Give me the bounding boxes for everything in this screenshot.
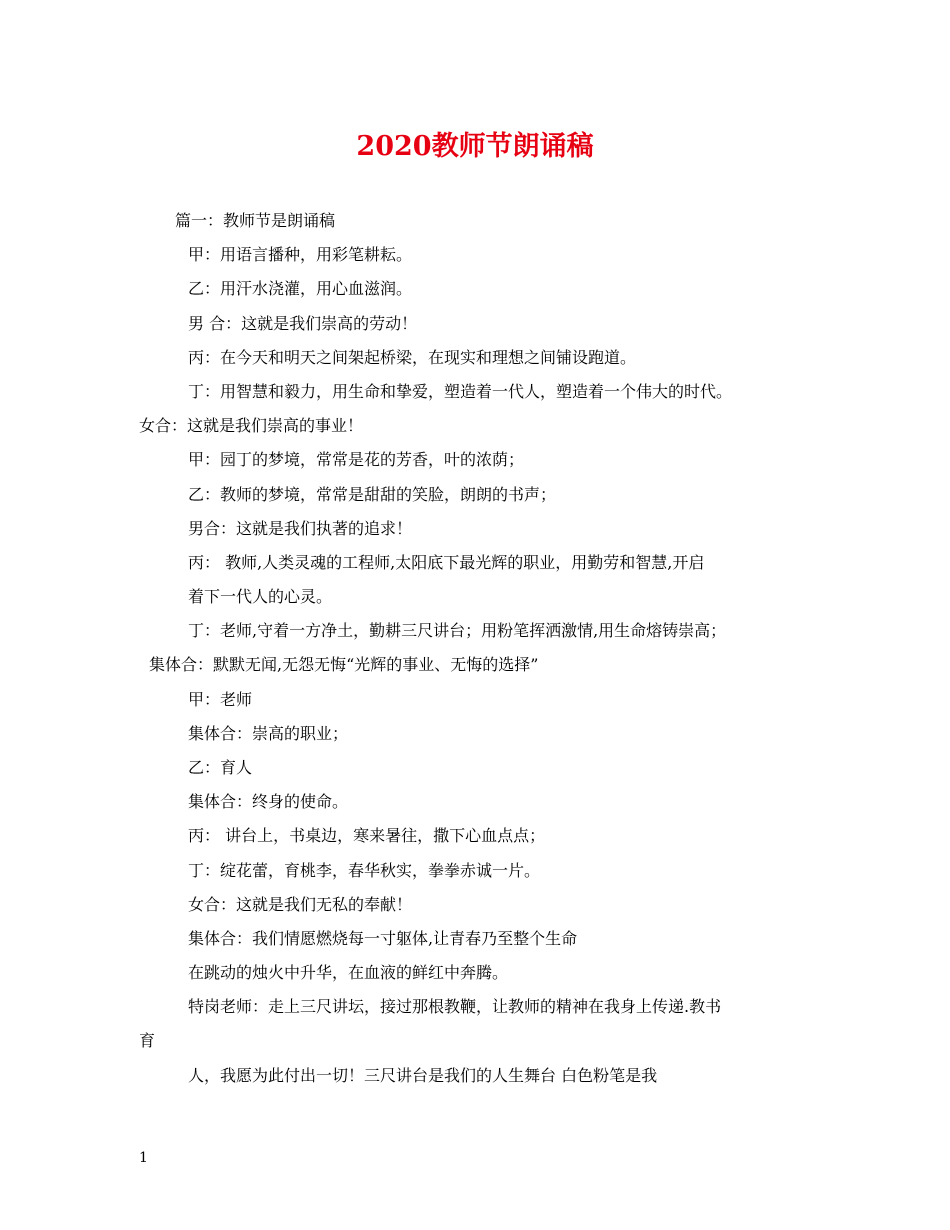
text-line: 乙：教师的梦境，常常是甜甜的笑脸，朗朗的书声； <box>188 485 557 504</box>
text-line: 集体合：终身的使命。 <box>188 792 349 811</box>
text-line: 丁：绽花蕾，育桃李，春华秋实，拳拳赤诚一片。 <box>188 861 541 880</box>
page-number: 1 <box>139 1150 148 1166</box>
text-line: 乙：育人 <box>188 758 253 777</box>
text-line: 乙：用汗水浇灌，用心血滋润。 <box>188 279 413 298</box>
text-line: 丁：老师,守着一方净土，勤耕三尺讲台；用粉笔挥洒激情,用生命熔铸崇高； <box>188 621 727 640</box>
text-line: 甲：用语言播种，用彩笔耕耘。 <box>188 245 413 264</box>
text-line: 丙： 讲台上，书桌边，寒来暑往，撒下心血点点； <box>188 826 546 845</box>
text-line: 男 合：这就是我们崇高的劳动！ <box>188 314 418 333</box>
text-line: 人，我愿为此付出一切！三尺讲台是我们的人生舞台 白色粉笔是我 <box>188 1066 658 1085</box>
text-line: 丙：在今天和明天之间架起桥梁，在现实和理想之间铺设跑道。 <box>188 348 637 367</box>
text-line: 集体合：崇高的职业； <box>188 724 349 743</box>
text-line: 篇一：教师节是朗诵稿 <box>175 211 336 230</box>
text-line: 丙： 教师,人类灵魂的工程师,太阳底下最光辉的职业，用勤劳和智慧,开启 <box>188 553 705 572</box>
text-line: 甲：老师 <box>188 690 253 709</box>
text-line: 女合：这就是我们无私的奉献！ <box>188 895 413 914</box>
document-title: 2020教师节朗诵稿 <box>356 131 594 162</box>
text-line: 在跳动的烛火中升华，在血液的鲜红中奔腾。 <box>188 963 509 982</box>
text-line: 男合：这就是我们执著的追求！ <box>188 519 413 538</box>
text-line: 特岗老师：走上三尺讲坛，接过那根教鞭，让教师的精神在我身上传递.教书 <box>188 997 722 1016</box>
text-line: 丁：用智慧和毅力，用生命和挚爱，塑造着一代人，塑造着一个伟大的时代。 <box>188 382 733 401</box>
text-line: 育 <box>139 1031 156 1050</box>
text-line: 着下一代人的心灵。 <box>188 587 333 606</box>
text-line: 集体合：我们情愿燃烧每一寸躯体,让青春乃至整个生命 <box>188 929 578 948</box>
text-line: 女合：这就是我们崇高的事业！ <box>139 416 364 435</box>
text-line: 集体合：默默无闻,无怨无悔“光辉的事业、无悔的选择” <box>149 655 539 674</box>
text-line: 甲：园丁的梦境，常常是花的芳香，叶的浓荫； <box>188 450 525 469</box>
